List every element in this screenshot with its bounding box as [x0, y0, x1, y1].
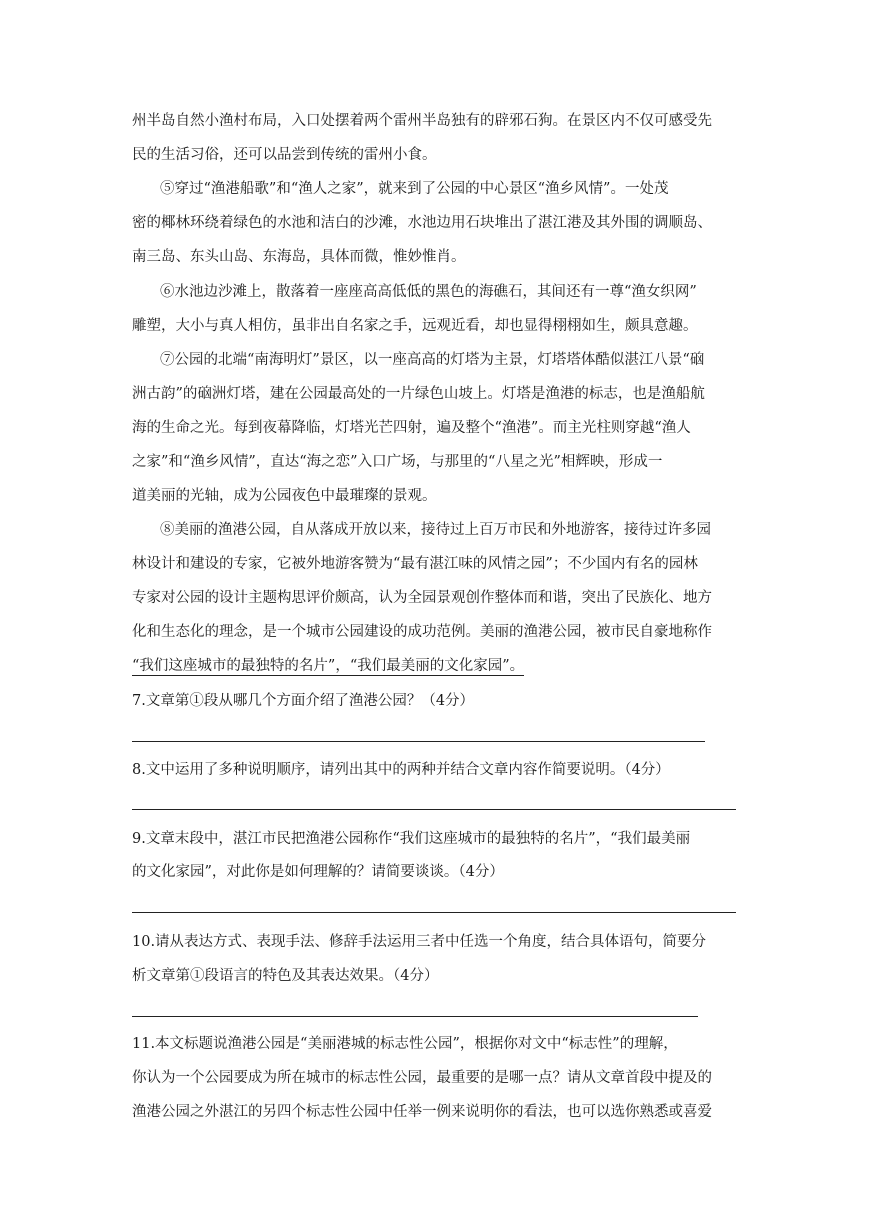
paragraph-8-line-3: 专家对公园的设计主题构思评价颇高，认为全园景观创作整体而和谐，突出了民族化、地方 — [132, 590, 712, 606]
answer-line-q10[interactable] — [132, 1016, 698, 1017]
paragraph-5-line-1: ⑤穿过“渔港船歌”和“渔人之家”，就来到了公园的中心景区“渔乡风情”。一处茂 — [160, 181, 669, 197]
paragraph-8-line-4: 化和生态化的理念，是一个城市公园建设的成功范例。美丽的渔港公园，被市民自豪地称作 — [132, 624, 712, 640]
question-11-line-1: 11.本文标题说渔港公园是“美丽港城的标志性公园”，根据你对文中“标志性”的理解， — [132, 1036, 678, 1052]
paragraph-7-line-3: 海的生命之光。每到夜幕降临，灯塔光芒四射，遍及整个“渔港”。而主光柱则穿越“渔人 — [132, 420, 691, 436]
underlined-quote: “我们这座城市的最独特的名片”，“我们最美丽的文化家园”。 — [132, 658, 525, 674]
answer-line-q8[interactable] — [132, 809, 736, 810]
question-9-line-1: 9.文章末段中，湛江市民把渔港公园称作“我们这座城市的最独特的名片”，“我们最美丽 — [132, 831, 691, 847]
paragraph-4-line-2: 民的生活习俗，还可以品尝到传统的雷州小食。 — [132, 147, 437, 163]
answer-line-q9[interactable] — [132, 912, 736, 913]
question-11-line-3: 渔港公园之外湛江的另四个标志性公园中任举一例来说明你的看法，也可以选你熟悉或喜爱 — [132, 1104, 712, 1120]
paragraph-8-line-1: ⑧美丽的渔港公园，自从落成开放以来，接待过上百万市民和外地游客，接待过许多园 — [160, 522, 711, 538]
paragraph-8-line-5 — [132, 656, 524, 676]
question-9-line-2: 的文化家园”，对此你是如何理解的？请简要谈谈。（4分） — [132, 864, 504, 880]
question-7: 7.文章第①段从哪几个方面介绍了渔港公园？（4分） — [132, 693, 475, 709]
paragraph-6-line-2: 雕塑，大小与真人相仿，虽非出自名家之手，远观近看，却也显得栩栩如生，颇具意趣。 — [132, 318, 698, 334]
question-10-line-1: 10.请从表达方式、表现手法、修辞手法运用三者中任选一个角度，结合具体语句，简要分 — [132, 934, 707, 950]
paragraph-7-line-4: 之家”和“渔乡风情”，直达“海之恋”入口广场，与那里的“八星之光”相辉映，形成一 — [132, 454, 663, 470]
paragraph-7-line-1: ⑦公园的北端“南海明灯”景区，以一座高高的灯塔为主景，灯塔塔体酷似湛江八景“硇 — [160, 352, 705, 368]
paragraph-6-line-1: ⑥水池边沙滩上，散落着一座座高高低低的黑色的海礁石，其间还有一尊“渔女织网” — [160, 284, 697, 300]
paragraph-5-line-2: 密的椰林环绕着绿色的水池和洁白的沙滩，水池边用石块堆出了湛江港及其外围的调顺岛、 — [132, 215, 712, 231]
paragraph-8-line-2: 林设计和建设的专家，它被外地游客赞为“最有湛江味的风情之园”；不少国内有名的园林 — [132, 556, 698, 572]
paragraph-4-line-1: 州半岛自然小渔村布局，入口处摆着两个雷州半岛独有的辟邪石狗。在景区内不仅可感受先 — [132, 113, 712, 129]
question-10-line-2: 析文章第①段语言的特色及其表达效果。（4分） — [132, 968, 439, 984]
answer-line-q7[interactable] — [132, 741, 705, 742]
paragraph-7-line-5: 道美丽的光轴，成为公园夜色中最璀璨的景观。 — [132, 488, 437, 504]
paragraph-5-line-3: 南三岛、东头山岛、东海岛，具体而微，惟妙惟肖。 — [132, 249, 466, 265]
question-11-line-2: 你认为一个公园要成为所在城市的标志性公园，最重要的是哪一点？请从文章首段中提及的 — [132, 1070, 712, 1086]
question-8: 8.文中运用了多种说明顺序，请列出其中的两种并结合文章内容作简要说明。（4分） — [132, 762, 670, 778]
paragraph-7-line-2: 洲古韵”的硇洲灯塔，建在公园最高处的一片绿色山坡上。灯塔是渔港的标志，也是渔船航 — [132, 386, 705, 402]
